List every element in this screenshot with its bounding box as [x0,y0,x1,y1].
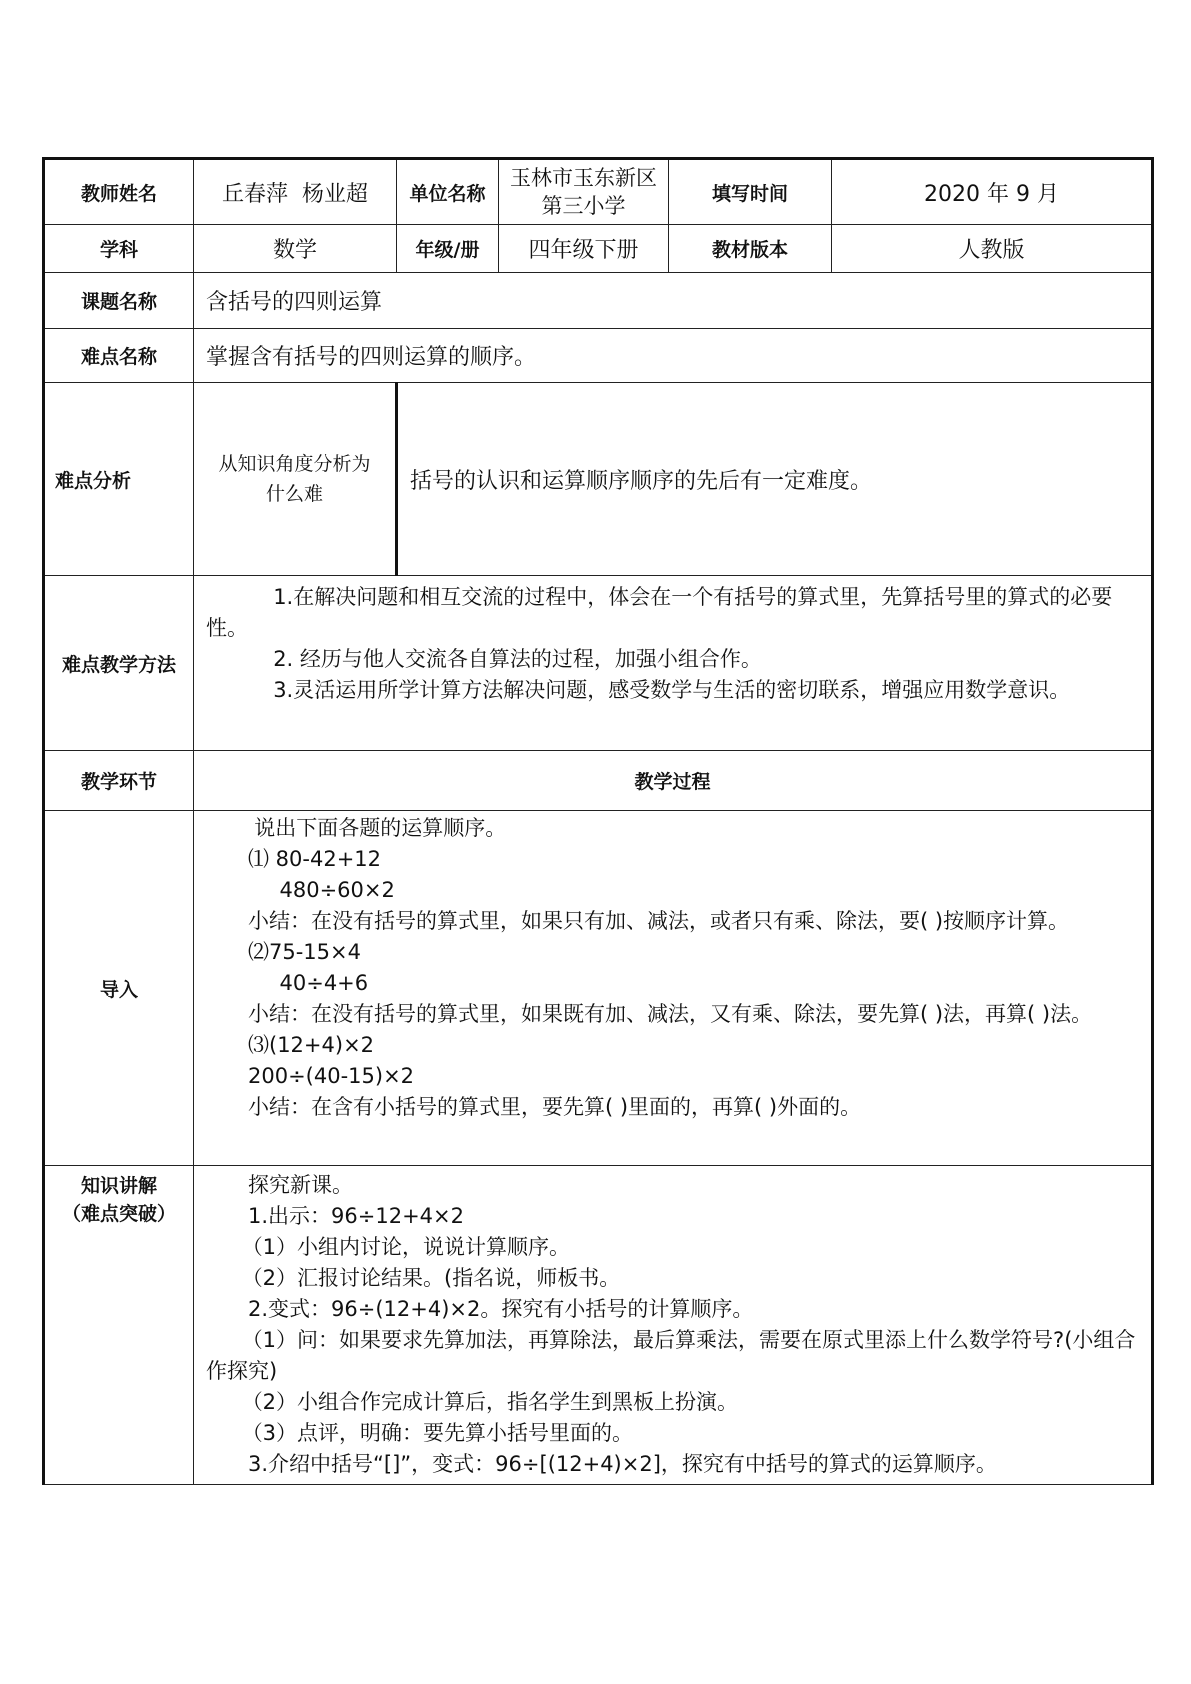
subject-label: 学科 [44,225,194,273]
explain-line: （3）点评，明确：要先算小括号里面的。 [241,1421,634,1445]
teacher-value: 丘春萍 杨业超 [194,159,397,225]
analysis-sub-label-line2: 什么难 [265,483,323,505]
intro-line: ⑶(12+4)×2 [248,1033,375,1057]
method-row [44,576,1153,751]
difficulty-row [44,329,1153,383]
analysis-row [44,383,1153,576]
explain-line: 3.介绍中括号“[]”，变式：96÷[(12+4)×2]，探究有中括号的算式的运算顺序。 [248,1452,997,1476]
intro-content [194,811,1153,1166]
lesson-plan-table [42,157,1154,1485]
difficulty-value: 掌握含有括号的四则运算的顺序。 [194,329,1153,383]
difficulty-label: 难点名称 [44,329,194,383]
intro-line: 480÷60×2 [279,878,395,902]
header-row-2 [44,225,1153,273]
intro-label: 导入 [44,811,194,1166]
explain-line: （2）小组合作完成计算后，指名学生到黑板上扮演。 [241,1390,739,1414]
header-row-1 [44,159,1153,225]
explain-line: （1）小组内讨论，说说计算顺序。 [241,1235,571,1259]
intro-line: 小结：在没有括号的算式里，如果既有加、减法，又有乘、除法，要先算( )法，再算( )法。 [248,1002,1093,1026]
intro-line: 40÷4+6 [279,971,369,995]
explain-line: 探究新课。 [248,1173,353,1197]
method-label: 难点教学方法 [44,576,194,751]
explain-label-line2: （难点突破） [61,1203,176,1225]
teacher-label: 教师姓名 [44,159,194,225]
analysis-sub-label [194,383,397,576]
process-header: 教学过程 [194,751,1153,811]
lesson-plan-sheet [42,157,1151,1485]
topic-row [44,273,1153,329]
analysis-sub-label-line1: 从知识角度分析为 [218,453,371,475]
date-value: 2020 年 9 月 [832,159,1153,225]
process-header-row [44,751,1153,811]
analysis-value: 括号的认识和运算顺序顺序的先后有一定难度。 [397,383,1153,576]
edition-value: 人教版 [832,225,1153,273]
method-item: 1.在解决问题和相互交流的过程中，体会在一个有括号的算式里，先算括号里的算式的必要性。 [206,585,1113,640]
grade-label: 年级/册 [397,225,499,273]
unit-value-line2: 第三小学 [541,194,626,218]
topic-value: 含括号的四则运算 [194,273,1153,329]
intro-line: ⑴ 80-42+12 [248,847,382,871]
stage-header: 教学环节 [44,751,194,811]
explain-line: 1.出示：96÷12+4×2 [248,1204,464,1228]
intro-line: 说出下面各题的运算顺序。 [254,816,507,840]
intro-line: 小结：在没有括号的算式里，如果只有加、减法，或者只有乘、除法，要( )按顺序计算。 [248,909,1070,933]
analysis-label: 难点分析 [44,383,194,576]
unit-label: 单位名称 [397,159,499,225]
topic-label: 课题名称 [44,273,194,329]
method-item: 3.灵活运用所学计算方法解决问题，感受数学与生活的密切联系，增强应用数学意识。 [273,678,1071,702]
method-content [194,576,1153,751]
edition-label: 教材版本 [669,225,832,273]
explain-line: （1）问：如果要求先算加法，再算除法，最后算乘法，需要在原式里添上什么数学符号?(小组合作探究) [206,1328,1136,1383]
explain-row [44,1166,1153,1485]
method-item: 2. 经历与他人交流各自算法的过程，加强小组合作。 [273,647,762,671]
intro-line: 小结：在含有小括号的算式里，要先算( )里面的，再算( )外面的。 [248,1095,862,1119]
unit-value [499,159,669,225]
subject-value: 数学 [194,225,397,273]
explain-label-line1: 知识讲解 [80,1175,157,1197]
intro-row [44,811,1153,1166]
grade-value: 四年级下册 [499,225,669,273]
unit-value-line1: 玉林市玉东新区 [510,166,657,190]
explain-line: 2.变式：96÷(12+4)×2。探究有小括号的计算顺序。 [248,1297,754,1321]
explain-content [194,1166,1153,1485]
explain-label [44,1166,194,1485]
date-label: 填写时间 [669,159,832,225]
intro-line: ⑵75-15×4 [248,940,361,964]
intro-line: 200÷(40-15)×2 [248,1064,415,1088]
explain-line: （2）汇报讨论结果。(指名说，师板书。 [241,1266,621,1290]
